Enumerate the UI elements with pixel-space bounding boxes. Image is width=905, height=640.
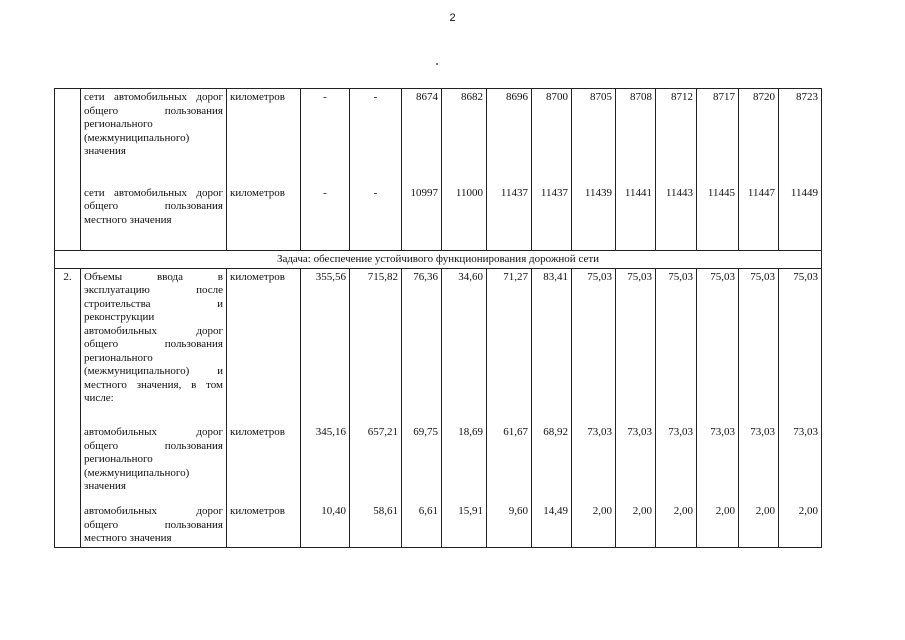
page-number: 2: [449, 12, 456, 24]
row-unit: километров: [227, 424, 301, 503]
value-cell: 2,00: [739, 503, 779, 547]
value-cell: 75,03: [697, 268, 739, 424]
value-cell: 8723: [779, 89, 822, 185]
row-name: сети автомобильных дорог общего пользования регионального (межмуниципального) значения: [81, 89, 227, 185]
value-cell: 75,03: [779, 268, 822, 424]
table-row: [55, 185, 822, 251]
row-name: сети автомобильных дорог общего пользования местного значения: [81, 185, 227, 251]
value-cell: 11445: [697, 185, 739, 251]
value-cell: 11437: [532, 185, 572, 251]
value-cell: 11437: [487, 185, 532, 251]
value-cell: 34,60: [442, 268, 487, 424]
value-cell: 8696: [487, 89, 532, 185]
value-cell: 10,40: [301, 503, 350, 547]
value-cell: 8712: [656, 89, 697, 185]
row-index: [55, 89, 81, 185]
value-cell: 69,75: [402, 424, 442, 503]
value-cell: 68,92: [532, 424, 572, 503]
row-index: 2.: [55, 268, 81, 424]
value-cell: -: [301, 89, 350, 185]
value-cell: 8720: [739, 89, 779, 185]
value-cell: 73,03: [656, 424, 697, 503]
row-index: [55, 185, 81, 251]
value-cell: 11447: [739, 185, 779, 251]
table-row: [55, 503, 822, 547]
value-cell: 657,21: [350, 424, 402, 503]
row-index: [55, 424, 81, 503]
value-cell: 73,03: [779, 424, 822, 503]
value-cell: 11443: [656, 185, 697, 251]
value-cell: 73,03: [616, 424, 656, 503]
value-cell: 76,36: [402, 268, 442, 424]
value-cell: 2,00: [697, 503, 739, 547]
value-cell: 75,03: [572, 268, 616, 424]
value-cell: 8717: [697, 89, 739, 185]
value-cell: 11449: [779, 185, 822, 251]
value-cell: 75,03: [616, 268, 656, 424]
value-cell: 18,69: [442, 424, 487, 503]
value-cell: 8700: [532, 89, 572, 185]
table-row: [55, 268, 822, 424]
value-cell: 73,03: [572, 424, 616, 503]
value-cell: -: [350, 185, 402, 251]
row-unit: километров: [227, 503, 301, 547]
value-cell: -: [350, 89, 402, 185]
value-cell: 71,27: [487, 268, 532, 424]
value-cell: 83,41: [532, 268, 572, 424]
row-index: [55, 503, 81, 547]
value-cell: 355,56: [301, 268, 350, 424]
scan-speck: [436, 63, 438, 65]
value-cell: 11000: [442, 185, 487, 251]
value-cell: 10997: [402, 185, 442, 251]
value-cell: 61,67: [487, 424, 532, 503]
value-cell: 2,00: [616, 503, 656, 547]
value-cell: 345,16: [301, 424, 350, 503]
value-cell: 8705: [572, 89, 616, 185]
value-cell: -: [301, 185, 350, 251]
value-cell: 9,60: [487, 503, 532, 547]
table-row: [55, 89, 822, 185]
value-cell: 75,03: [656, 268, 697, 424]
table-row: [55, 424, 822, 503]
task-header-row: [55, 251, 822, 269]
row-name: автомобильных дорог общего пользования местного значения: [81, 503, 227, 547]
value-cell: 8674: [402, 89, 442, 185]
task-header: Задача: обеспечение устойчивого функционирования дорожной сети: [55, 251, 822, 269]
value-cell: 2,00: [572, 503, 616, 547]
row-name: автомобильных дорог общего пользования регионального (межмуниципального) значения: [81, 424, 227, 503]
value-cell: 2,00: [656, 503, 697, 547]
value-cell: 715,82: [350, 268, 402, 424]
value-cell: 73,03: [697, 424, 739, 503]
value-cell: 15,91: [442, 503, 487, 547]
value-cell: 14,49: [532, 503, 572, 547]
value-cell: 11441: [616, 185, 656, 251]
value-cell: 2,00: [779, 503, 822, 547]
value-cell: 58,61: [350, 503, 402, 547]
row-name: Объемы ввода в эксплуатацию после строительства и реконструкции автомобильных дорог общего пользования регионального (межмуниципального) и местного значения, в том числе:: [81, 268, 227, 424]
row-unit: километров: [227, 268, 301, 424]
row-unit: километров: [227, 185, 301, 251]
value-cell: 11439: [572, 185, 616, 251]
value-cell: 8682: [442, 89, 487, 185]
value-cell: 73,03: [739, 424, 779, 503]
indicators-table: [54, 88, 822, 548]
value-cell: 75,03: [739, 268, 779, 424]
value-cell: 8708: [616, 89, 656, 185]
row-unit: километров: [227, 89, 301, 185]
value-cell: 6,61: [402, 503, 442, 547]
